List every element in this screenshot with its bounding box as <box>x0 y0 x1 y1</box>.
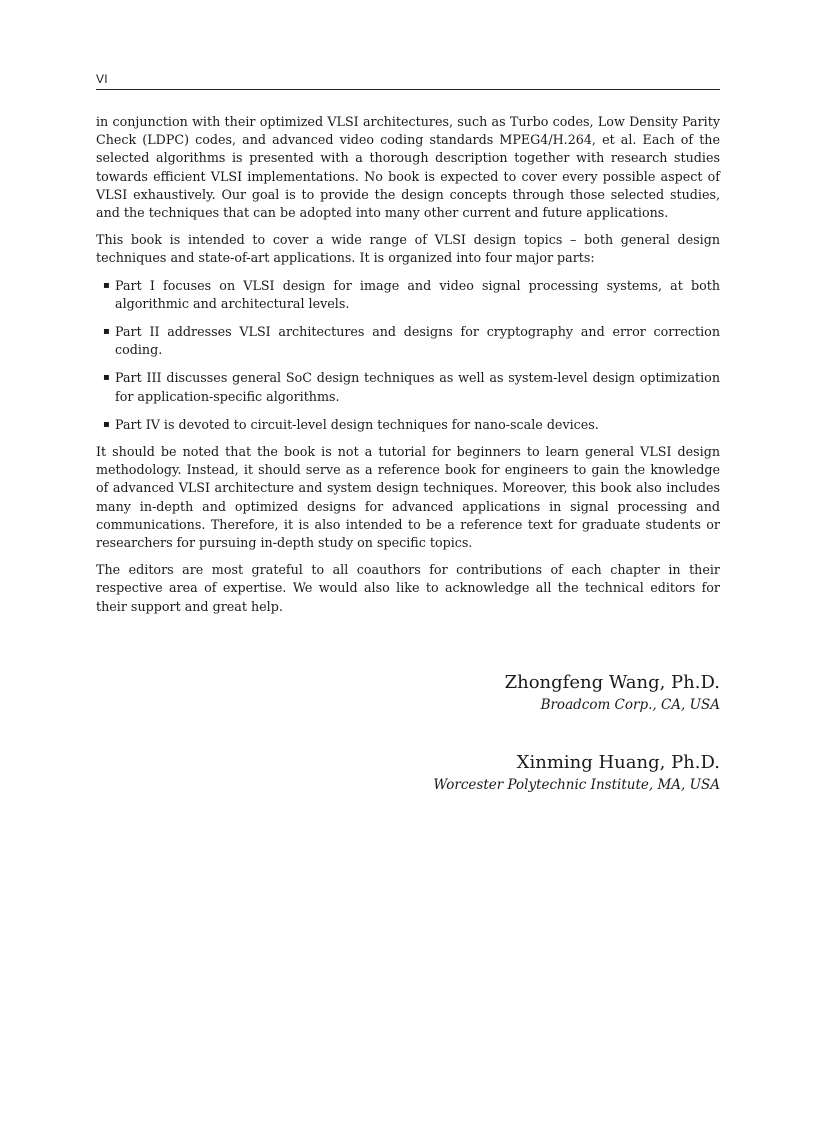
paragraph-acknowledgements: The editors are most grateful to all coauthors for contributions of each chapter in their respective area of expertise. We would also like to acknowledge all the technical editors for their support and great help. <box>96 562 720 614</box>
list-item-text: Part III discusses general SoC design techniques as well as system-level design optimization for application-specific algorithms. <box>115 370 720 404</box>
bullet-square-icon: ▪ <box>103 279 110 291</box>
list-item-text: Part I focuses on VLSI design for image and video signal processing systems, at both algorithmic and architectural levels. <box>115 277 720 311</box>
bullet-square-icon: ▪ <box>103 326 110 338</box>
list-item-text: Part IV is devoted to circuit-level design techniques for nano-scale devices. <box>115 416 599 432</box>
main-content <box>96 113 720 625</box>
parts-list <box>96 277 720 434</box>
list-item-text: Part II addresses VLSI architectures and designs for cryptography and error correction coding. <box>115 324 720 358</box>
editor-name: Zhongfeng Wang, Ph.D. <box>504 672 720 693</box>
list-item-part-3 <box>96 369 720 405</box>
paragraph-book-purpose: It should be noted that the book is not a tutorial for beginners to learn general VLSI design methodology. Instead, it should serve as a reference book for engineers to gain the knowledge of advanced VLSI architecture and system design techniques. Moreover, this book also includes many in-depth and optimized designs for advanced applications in signal processing and communications. Therefore, it is also intended to be a reference text for graduate students or researchers for pursuing in-depth study on specific topics. <box>96 444 720 551</box>
list-item-part-4 <box>96 416 720 434</box>
list-item-part-2 <box>96 323 720 359</box>
bullet-square-icon: ▪ <box>103 418 110 430</box>
paragraph-intro-continued: in conjunction with their optimized VLSI architectures, such as Turbo codes, Low Density Parity Check (LDPC) codes, and advanced video coding standards MPEG4/H.264, et al. Each of the selected algorithms is presented with a thorough description together with research studies towards efficient VLSI implementations. No book is expected to cover every possible aspect of VLSI exhaustively. Our goal is to provide the design concepts through those selected studies, and the techniques that can be adopted into many other current and future applications. <box>96 114 720 221</box>
signature-editor-2 <box>433 750 720 794</box>
editor-signatures <box>433 670 720 794</box>
page-header <box>96 72 720 90</box>
bullet-square-icon: ▪ <box>103 372 110 384</box>
editor-affiliation: Broadcom Corp., CA, USA <box>540 697 720 713</box>
editor-name: Xinming Huang, Ph.D. <box>516 752 720 773</box>
editor-affiliation: Worcester Polytechnic Institute, MA, USA <box>433 777 720 793</box>
list-item-part-1 <box>96 277 720 313</box>
signature-editor-1 <box>433 670 720 714</box>
page-number: VI <box>96 72 108 86</box>
paragraph-book-scope: This book is intended to cover a wide range of VLSI design topics – both general design techniques and state-of-art applications. It is organized into four major parts: <box>96 232 720 266</box>
